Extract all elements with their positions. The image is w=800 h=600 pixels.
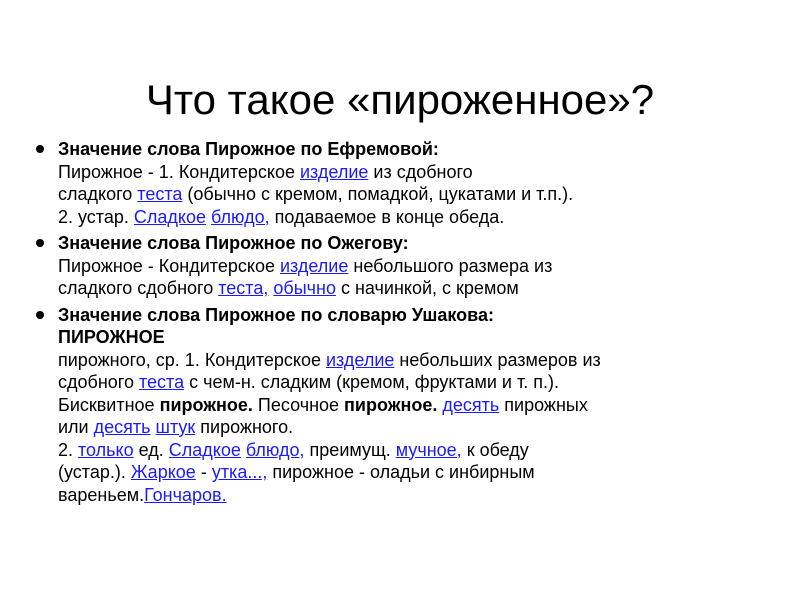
definition-line <box>58 277 770 300</box>
dictionary-link[interactable]: Жаркое <box>130 462 196 482</box>
dictionary-link[interactable]: теста, <box>218 278 269 298</box>
dictionary-link[interactable]: штук <box>155 417 196 437</box>
definition-ushakov <box>58 304 770 507</box>
dictionary-link[interactable]: теста <box>137 184 183 204</box>
item-heading: Значение слова Пирожное по Ефремовой: <box>58 139 439 159</box>
text-fragment: подаваемое в конце обеда. <box>269 206 505 227</box>
item-body <box>58 255 770 300</box>
text-fragment: ед. <box>133 439 169 460</box>
definition-line <box>58 349 770 372</box>
bold-term: пирожное. <box>344 394 438 415</box>
text-fragment: Пирожное - 1. Кондитерское <box>58 161 300 182</box>
text-fragment: (обычно с кремом, помадкой, цукатами и т.п.). <box>182 184 574 204</box>
text-fragment: 2. устар. <box>58 206 134 227</box>
text-fragment: сладкого <box>58 184 138 204</box>
dictionary-link[interactable]: только <box>78 439 134 460</box>
definitions-list <box>58 138 770 510</box>
text-fragment: к обеду <box>461 439 529 460</box>
dictionary-link[interactable]: мучное, <box>395 439 462 460</box>
item-body <box>58 161 770 229</box>
definition-line <box>58 161 770 184</box>
definition-line <box>58 183 770 206</box>
bullet-icon <box>36 311 44 319</box>
text-fragment: пирожное - оладьи с инбирным <box>267 462 535 482</box>
bullet-icon <box>36 239 44 247</box>
text-fragment: 2. <box>58 439 79 460</box>
definition-line <box>58 439 770 462</box>
text-fragment: небольшого размера из <box>348 255 553 276</box>
bold-term: пирожное. <box>159 394 253 415</box>
text-fragment: сладкого сдобного <box>58 278 219 298</box>
definition-efremova <box>58 138 770 228</box>
text-fragment: (устар.). <box>58 462 131 482</box>
dictionary-link[interactable]: блюдо, <box>245 439 305 460</box>
text-fragment: пирожного. <box>195 417 294 437</box>
dictionary-link[interactable]: Гончаров. <box>144 484 227 505</box>
dictionary-link[interactable]: блюдо, <box>211 206 270 227</box>
text-fragment: небольших размеров из <box>394 349 601 370</box>
definition-line <box>58 416 770 439</box>
text-fragment: с начинкой, с кремом <box>335 278 519 298</box>
bullet-icon <box>36 145 44 153</box>
definition-line <box>58 255 770 278</box>
dictionary-link[interactable]: изделие <box>325 349 395 370</box>
dictionary-link[interactable]: десять <box>442 394 500 415</box>
definition-line <box>58 394 770 417</box>
dictionary-link[interactable]: Сладкое <box>133 206 207 227</box>
definition-ozhegov <box>58 232 770 300</box>
slide-title: Что такое «пироженное»? <box>145 76 655 124</box>
item-heading: Значение слова Пирожное по Ожегову: <box>58 233 409 253</box>
text-fragment: вареньем. <box>58 484 145 505</box>
text-fragment: сдобного <box>58 372 139 392</box>
dictionary-link[interactable]: изделие <box>279 255 349 276</box>
text-fragment: пирожных <box>499 394 588 415</box>
text-fragment: Песочное <box>252 394 345 415</box>
text-fragment: пирожного, ср. 1. Кондитерское <box>58 349 326 370</box>
item-body <box>58 349 770 507</box>
dictionary-link[interactable]: изделие <box>299 161 369 182</box>
item-heading: Значение слова Пирожное по словарю Ушакова: <box>58 304 494 325</box>
text-fragment: преимущ. <box>304 439 396 460</box>
item-subheading: ПИРОЖНОЕ <box>58 327 165 347</box>
text-fragment: Бисквитное <box>58 394 160 415</box>
dictionary-link[interactable]: утка..., <box>211 462 268 482</box>
dictionary-link[interactable]: Сладкое <box>168 439 241 460</box>
text-fragment: - <box>195 462 212 482</box>
dictionary-link[interactable]: обычно <box>273 278 336 298</box>
text-fragment: Пирожное - Кондитерское <box>58 255 280 276</box>
text-fragment: или <box>58 417 94 437</box>
definition-line <box>58 484 770 507</box>
dictionary-link[interactable]: теста <box>138 372 185 392</box>
definition-line <box>58 461 770 484</box>
text-fragment: из сдобного <box>368 161 473 182</box>
dictionary-link[interactable]: десять <box>93 417 151 437</box>
text-fragment: с чем-н. сладким (кремом, фруктами и т. п.). <box>184 372 559 392</box>
definition-line <box>58 206 770 229</box>
definition-line <box>58 371 770 394</box>
